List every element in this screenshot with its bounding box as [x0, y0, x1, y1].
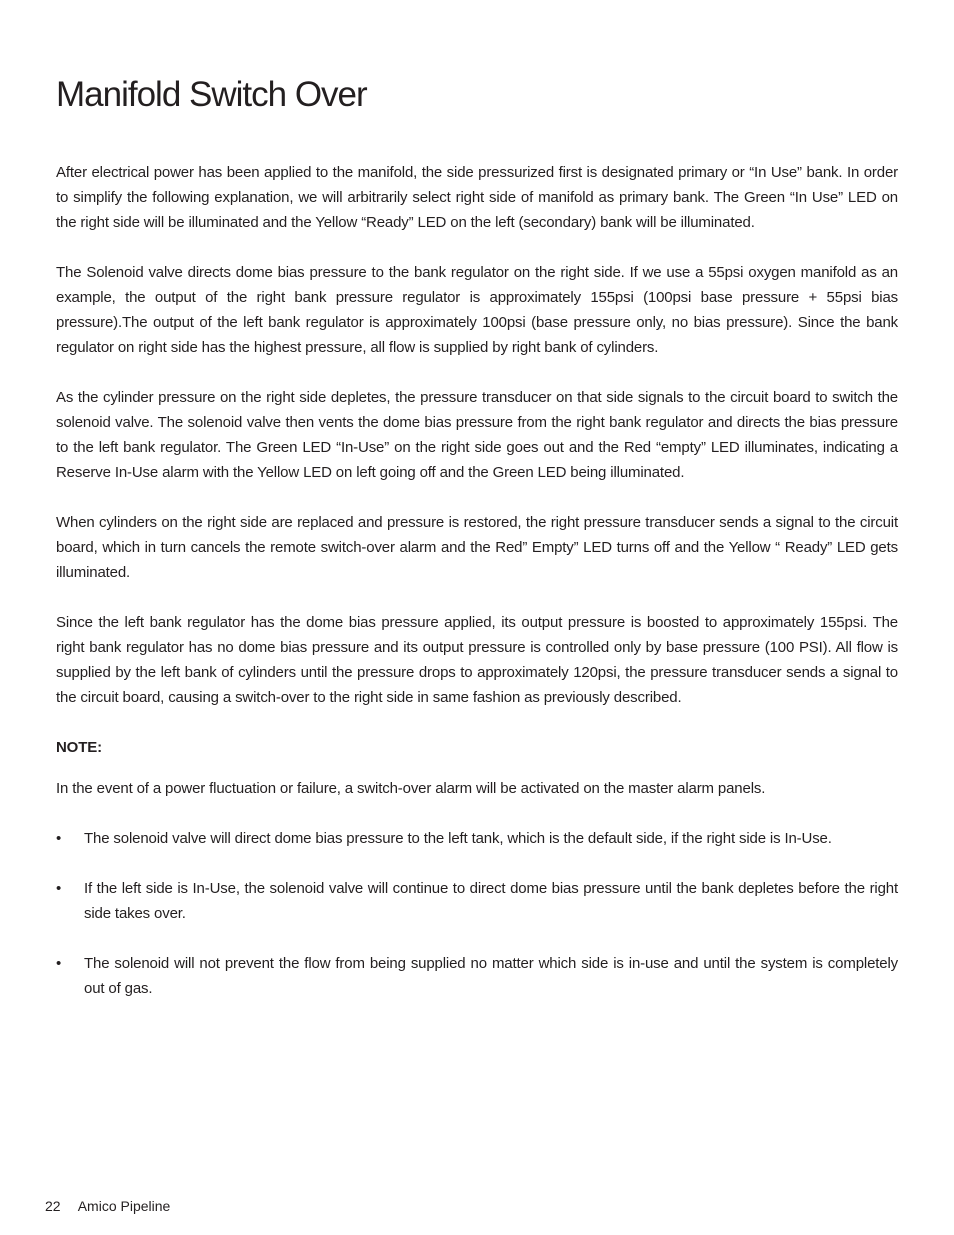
- page-number: 22: [45, 1198, 61, 1214]
- list-item: [56, 876, 898, 926]
- bullet-icon: •: [56, 955, 62, 972]
- list-item: [56, 951, 898, 1001]
- page-footer: [45, 1196, 170, 1216]
- paragraph: The Solenoid valve directs dome bias pressure to the bank regulator on the right side. If we use a 55psi oxygen manifold as an example, the output of the right bank pressure regulator is approximately 155psi (100psi base pressure + 55psi bias pressure).The output of the left bank regulator is approximately 100psi (base pressure only, no bias pressure). Since the bank regulator on right side has the highest pressure, all flow is supplied by right bank of cylinders.: [56, 264, 898, 356]
- paragraph: When cylinders on the right side are replaced and pressure is restored, the right pressure transducer sends a signal to the circuit board, which in turn cancels the remote switch-over alarm and the Red” Empty” LED turns off and the Yellow “ Ready” LED gets illuminated.: [56, 514, 898, 581]
- list-item: [56, 826, 898, 851]
- document-body: [56, 160, 898, 1026]
- page-title: Manifold Switch Over: [56, 75, 367, 114]
- paragraph: As the cylinder pressure on the right side depletes, the pressure transducer on that side signals to the circuit board to switch the solenoid valve. The solenoid valve then vents the dome bias pressure from the right bank regulator and directs the bias pressure to the left bank regulator. The Green LED “In-Use” on the right side goes out and the Red “empty” LED illuminates, indicating a Reserve In-Use alarm with the Yellow LED on left going off and the Green LED being illuminated.: [56, 389, 898, 481]
- bullet-icon: •: [56, 880, 62, 897]
- paragraph: After electrical power has been applied to the manifold, the side pressurized first is designated primary or “In Use” bank. In order to simplify the following explanation, we will arbitrarily select right side of manifold as primary bank. The Green “In Use” LED on the right side will be illuminated and the Yellow “Ready” LED on the left (secondary) bank will be illuminated.: [56, 164, 898, 231]
- list-item-text: If the left side is In-Use, the solenoid valve will continue to direct dome bias pressure until the bank depletes before the right side takes over.: [84, 880, 898, 922]
- list-item-text: The solenoid valve will direct dome bias pressure to the left tank, which is the default side, if the right side is In-Use.: [84, 830, 832, 847]
- bullet-icon: •: [56, 830, 62, 847]
- list-item-text: The solenoid will not prevent the flow from being supplied no matter which side is in-use and until the system is completely out of gas.: [84, 955, 898, 997]
- note-heading: NOTE:: [56, 739, 102, 756]
- note-text: In the event of a power fluctuation or failure, a switch-over alarm will be activated on the master alarm panels.: [56, 780, 766, 797]
- bullet-list: [56, 826, 898, 1001]
- publication-name: Amico Pipeline: [77, 1198, 171, 1214]
- paragraph: Since the left bank regulator has the dome bias pressure applied, its output pressure is boosted to approximately 155psi. The right bank regulator has no dome bias pressure and its output pressure is controlled only by base pressure (100 PSI). All flow is supplied by the left bank of cylinders until the pressure drops to approximately 120psi, the pressure transducer sends a signal to the circuit board, causing a switch-over to the right side in same fashion as previously described.: [56, 614, 898, 706]
